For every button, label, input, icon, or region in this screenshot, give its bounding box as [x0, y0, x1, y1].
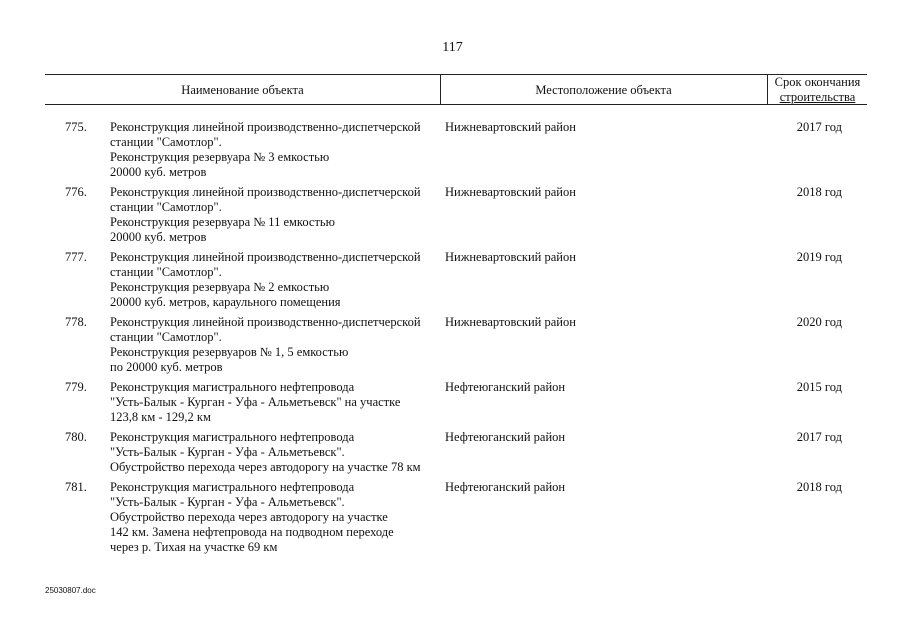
table-header-bottom-rule — [45, 104, 867, 105]
object-name-line: по 20000 куб. метров — [110, 360, 223, 374]
object-name — [110, 430, 440, 475]
object-name-line: Реконструкция резервуара № 11 емкостью — [110, 215, 335, 229]
row-number: 775. — [65, 120, 87, 134]
object-name — [110, 380, 440, 425]
row-number: 781. — [65, 480, 87, 494]
object-name-line: станции "Самотлор". — [110, 200, 222, 214]
object-name-line: Реконструкция резервуара № 2 емкостью — [110, 280, 330, 294]
table-row — [0, 185, 905, 245]
completion-term: 2018 год — [796, 185, 842, 199]
table-row — [0, 315, 905, 375]
object-name — [110, 250, 440, 310]
table-row — [0, 430, 905, 475]
object-location: Нефтеюганский район — [445, 430, 566, 444]
object-name — [110, 185, 440, 245]
object-name-line: 20000 куб. метров — [110, 165, 207, 179]
object-location: Нижневартовский район — [445, 185, 576, 199]
header-object-name: Наименование объекта — [181, 83, 304, 97]
object-name-line: 123,8 км - 129,2 км — [110, 410, 211, 424]
object-name — [110, 315, 440, 375]
completion-term: 2017 год — [796, 430, 842, 444]
object-location: Нижневартовский район — [445, 250, 576, 264]
footer-filename: 25030807.doc — [45, 586, 96, 595]
header-object-location: Местоположение объекта — [535, 83, 672, 97]
object-name-line: 142 км. Замена нефтепровода на подводном переходе — [110, 525, 394, 539]
object-name-line: "Усть-Балык - Курган - Уфа - Альметьевск". — [110, 445, 345, 459]
object-name-line: станции "Самотлор". — [110, 265, 222, 279]
object-name-line: 20000 куб. метров — [110, 230, 207, 244]
object-name-line: "Усть-Балык - Курган - Уфа - Альметьевск". — [110, 495, 345, 509]
object-location: Нефтеюганский район — [445, 380, 566, 394]
object-name-line: Обустройство перехода через автодорогу на участке 78 км — [110, 460, 421, 474]
object-name-line: Реконструкция линейной производственно-диспетчерской — [110, 250, 421, 264]
row-number: 778. — [65, 315, 87, 329]
object-name-line: через р. Тихая на участке 69 км — [110, 540, 278, 554]
completion-term: 2017 год — [796, 120, 842, 134]
object-name — [110, 120, 440, 180]
object-name-line: Реконструкция линейной производственно-диспетчерской — [110, 315, 421, 329]
completion-term: 2019 год — [796, 250, 842, 264]
object-location: Нефтеюганский район — [445, 480, 566, 494]
object-name-line: станции "Самотлор". — [110, 135, 222, 149]
row-number: 779. — [65, 380, 87, 394]
completion-term: 2015 год — [796, 380, 842, 394]
table-row — [0, 480, 905, 555]
row-number: 777. — [65, 250, 87, 264]
page-number: 117 — [442, 40, 463, 55]
object-location: Нижневартовский район — [445, 315, 576, 329]
object-name-line: 20000 куб. метров, караульного помещения — [110, 295, 341, 309]
object-location: Нижневартовский район — [445, 120, 576, 134]
header-term-line1: Срок окончания — [774, 75, 861, 89]
object-name — [110, 480, 440, 555]
row-number: 776. — [65, 185, 87, 199]
object-name-line: Обустройство перехода через автодорогу на участке — [110, 510, 388, 524]
object-name-line: "Усть-Балык - Курган - Уфа - Альметьевск" на участке — [110, 395, 401, 409]
table-row — [0, 120, 905, 180]
object-name-line: Реконструкция магистрального нефтепровода — [110, 430, 355, 444]
object-name-line: Реконструкция линейной производственно-диспетчерской — [110, 185, 421, 199]
completion-term: 2020 год — [796, 315, 842, 329]
completion-term: 2018 год — [796, 480, 842, 494]
object-name-line: станции "Самотлор". — [110, 330, 222, 344]
object-name-line: Реконструкция магистрального нефтепровода — [110, 480, 355, 494]
object-name-line: Реконструкция резервуаров № 1, 5 емкостью — [110, 345, 349, 359]
row-number: 780. — [65, 430, 87, 444]
header-completion-term — [768, 75, 867, 105]
table-header-top-rule — [45, 74, 867, 75]
object-name-line: Реконструкция магистрального нефтепровода — [110, 380, 355, 394]
table-row — [0, 250, 905, 310]
object-name-line: Реконструкция резервуара № 3 емкостью — [110, 150, 330, 164]
table-row — [0, 380, 905, 425]
object-name-line: Реконструкция линейной производственно-диспетчерской — [110, 120, 421, 134]
header-term-line2: строительства — [779, 90, 856, 104]
